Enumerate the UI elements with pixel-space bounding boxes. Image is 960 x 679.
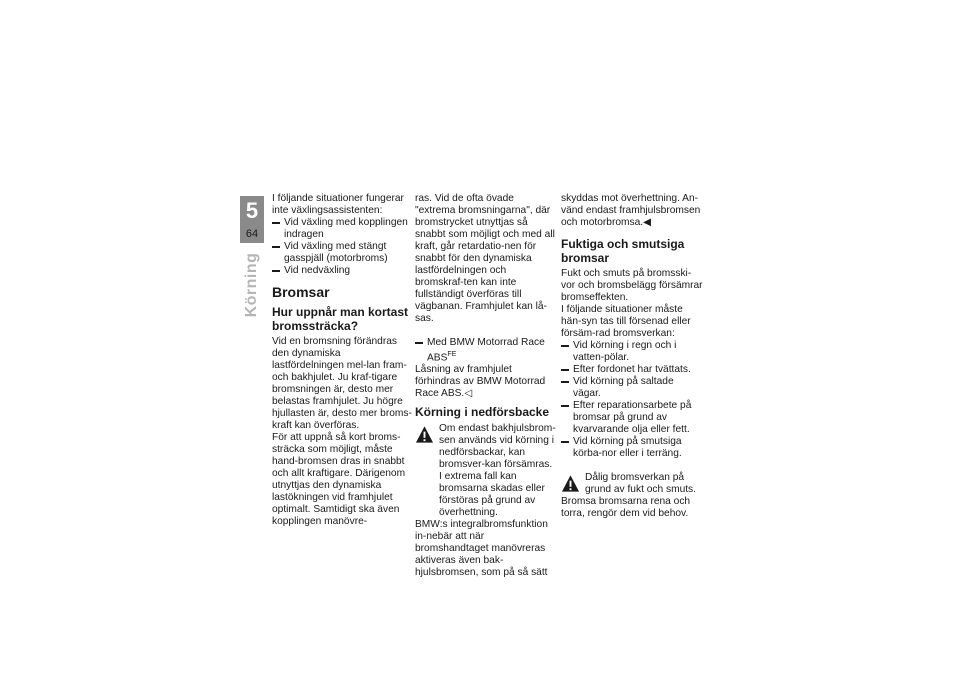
warning-block <box>415 423 557 519</box>
list-item: Vid växling med stängt gasspjäll (motorbroms) <box>272 241 414 265</box>
list-item: Vid växling med kopplingen indragen <box>272 217 414 241</box>
subheading-downhill: Körning i nedförsbacke <box>415 405 550 420</box>
subheading-wet-dirty-brakes: Fuktiga och smutsiga bromsar <box>561 237 685 265</box>
list-item: Vid körning på smutsiga körba-nor eller i terräng. <box>561 436 703 460</box>
paragraph: I följande situationer måste hän-syn tas till försenad eller försäm-rad bromsverkan: <box>561 304 691 339</box>
page-number: 64 <box>245 228 259 240</box>
warning-block <box>561 472 703 496</box>
paragraph: Vid en bromsning förändras den dynamiska lastfördelningen mel-lan fram- och bakhjulet. Ju kraf-tigare bromsningen är, desto mer belastas framhjulet. Ju högre hjullasten är, desto mer broms-kraft kan överföras. <box>272 336 412 431</box>
warning-icon <box>561 474 580 493</box>
warning-text: Dålig bromsverkan på grund av fukt och smuts. <box>585 472 696 495</box>
chapter-number: 5 <box>245 198 259 223</box>
paragraph: skyddas mot överhettning. An-vänd endast framhjulsbromsen och motorbromsa.◀ <box>561 193 701 228</box>
warning-icon <box>415 425 434 444</box>
list-item: Vid körning på saltade vägar. <box>561 376 703 400</box>
paragraph: ras. Vid de ofta övade "extrema bromsningarna", där bromstrycket utnyttjas så snabbt som möjligt och med all kraft, går retardatio-nen för snabbt för den dynamiska lastfördelningen och bromskraf-ten kan inte fullständigt överföras till vägbanan. Framhjulet kan lå-sas. <box>415 193 555 324</box>
list-item: Vid nedväxling <box>272 265 414 277</box>
option-item <box>415 337 557 364</box>
paragraph: Bromsa bromsarna rena och torra, rengör dem vid behov. <box>561 496 691 519</box>
paragraph: För att uppnå så kort broms-sträcka som möjligt, måste hand-bromsen dras in snabbt och allt kraftigare. Därigenom utnyttjas den dynamiska lastökningen vid framhjulet optimalt. Samtidigt ska även kopplingen manövre- <box>272 432 406 527</box>
chapter-tab <box>240 196 264 243</box>
option-superscript: FE <box>447 351 457 358</box>
text-column-1 <box>272 193 414 528</box>
option-label: Med BMW Motorrad Race ABS <box>427 337 545 364</box>
paragraph: BMW:s integralbromsfunktion in-nebär att när bromshandtaget manövreras aktiveras även bak-hjulsbromsen, som på så sätt <box>415 518 548 578</box>
subheading-shortest-braking: Hur uppnår man kortast bromssträcka? <box>272 305 409 333</box>
warning-text: Om endast bakhjulsbrom-sen används vid körning i nedförsbackar, kan bromsver-kan försämras. I extrema fall kan bromsarna skadas eller förstöras på grund av överhettning. <box>439 422 556 518</box>
chapter-title: Körning <box>243 252 260 318</box>
list-item: Efter fordonet har tvättats. <box>561 364 703 376</box>
list-item: Efter reparationsarbete på bromsar på grund av kvarvarande olja eller fett. <box>561 400 703 436</box>
list-item: Vid körning i regn och i vatten-pölar. <box>561 340 703 364</box>
intro-text: I följande situationer fungerar inte växlingsassistenten: <box>272 193 404 216</box>
paragraph: Fukt och smuts på bromsski-vor och bromsbelägg försämrar bromseffekten. <box>561 268 703 303</box>
text-column-3 <box>561 193 703 520</box>
section-heading-brakes: Bromsar <box>272 284 330 300</box>
paragraph: Låsning av framhjulet förhindras av BMW Motorrad Race ABS.◁ <box>415 364 546 400</box>
text-column-2 <box>415 193 557 579</box>
